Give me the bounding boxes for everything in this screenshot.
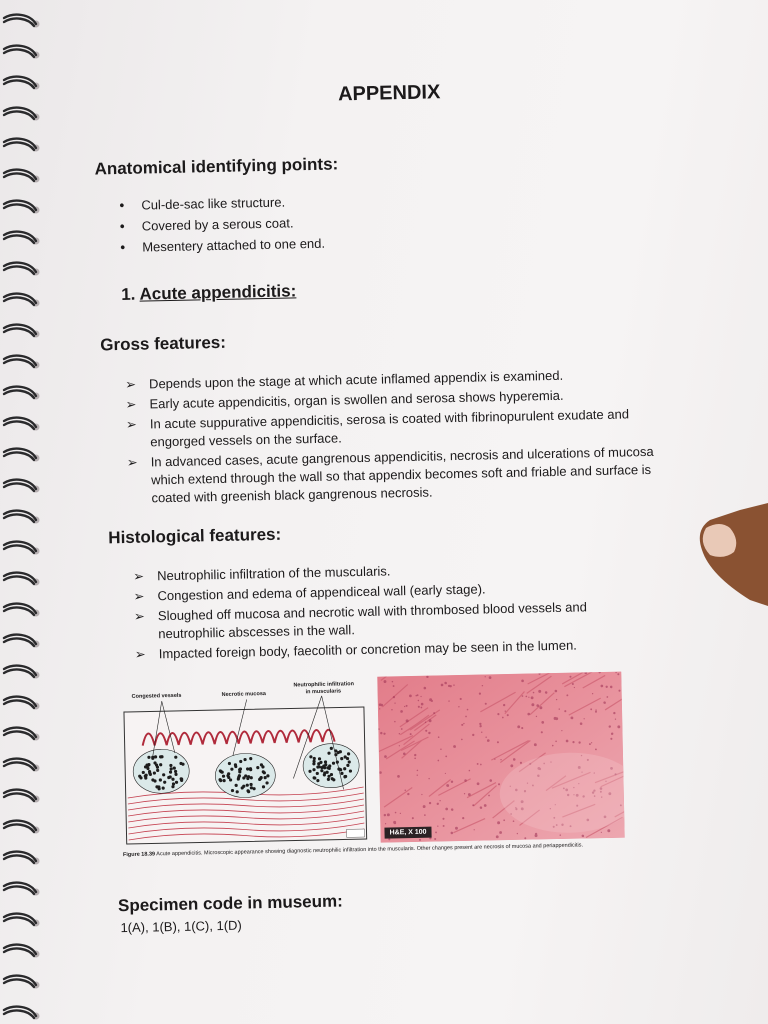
binding-coil — [4, 418, 36, 429]
label-congested-vessels: Congested vessels — [131, 692, 182, 700]
micrograph-texture — [377, 672, 624, 843]
binding-coil — [4, 604, 36, 615]
binding-coil — [4, 480, 36, 491]
caption-text: Acute appendicitis. Microscopic appearance showing diagnostic neutrophilic infiltration into the muscularis. Other changes present are necrosis of mucosa and periappendicitis. — [156, 842, 584, 858]
label-neutrophilic-2: in muscularis — [305, 688, 342, 696]
binding-coil — [4, 914, 36, 925]
binding-coil — [4, 635, 36, 646]
binding-coil — [4, 1007, 36, 1018]
list-item: ➢ Neutrophilic infiltration of the muscularis. — [131, 557, 651, 586]
magnification-label: H&E, X 100 — [384, 827, 431, 839]
acute-appendicitis-heading — [121, 281, 296, 305]
binding-coil — [4, 542, 36, 553]
binding-coil — [4, 263, 36, 274]
spiral-binding — [0, 0, 60, 1024]
caption-label: Figure 18.39 — [122, 851, 156, 859]
binding-coil — [4, 976, 36, 987]
binding-coil — [4, 46, 36, 57]
binding-coil — [4, 77, 36, 88]
anatomical-heading: Anatomical identifying points: — [94, 154, 339, 179]
binding-coil — [4, 697, 36, 708]
binding-coil — [4, 325, 36, 336]
section-number: 1. — [121, 284, 136, 304]
finger-photo-artifact — [690, 500, 768, 610]
list-item: • Mesentery attached to one end. — [116, 236, 325, 261]
label-neutrophilic-1: Neutrophilic infiltration — [293, 681, 354, 689]
anatomical-list — [115, 194, 325, 261]
binding-coil — [4, 821, 36, 832]
binding-coil — [4, 294, 36, 305]
binding-coil — [4, 232, 36, 243]
histology-sketch — [121, 681, 370, 846]
binding-coil — [4, 170, 36, 181]
binding-coil — [4, 728, 36, 739]
gross-features-heading: Gross features: — [100, 332, 227, 355]
binding-coil — [4, 883, 36, 894]
binding-coil — [4, 108, 36, 119]
binding-coil — [4, 139, 36, 150]
list-item: ➢ Impacted foreign body, faecolith or concretion may be seen in the lumen. — [133, 635, 653, 664]
binding-coil — [4, 201, 36, 212]
binding-coil — [4, 449, 36, 460]
list-item: ➢ Depends upon the stage at which acute inflamed appendix is examined. — [123, 364, 683, 394]
appendicitis-diagram — [121, 681, 370, 846]
binding-coil — [4, 511, 36, 522]
page-title: APPENDIX — [337, 81, 441, 106]
binding-coil — [4, 790, 36, 801]
museum-heading: Specimen code in museum: — [117, 891, 344, 916]
list-item: ➢ In advanced cases, acute gangrenous appendicitis, necrosis and ulcerations of mucosa which extend through the wall so that appendix becomes soft and friable and surface is coated with greenish black gangrenous necrosis. — [125, 442, 686, 508]
binding-coil — [4, 356, 36, 367]
binding-coil — [4, 15, 36, 26]
histological-features-heading: Histological features: — [108, 524, 282, 548]
list-item: • Covered by a serous coat. — [116, 215, 325, 240]
gross-features-list — [123, 364, 686, 510]
histological-features-list — [131, 557, 653, 666]
binding-coil — [4, 573, 36, 584]
binding-coil — [4, 852, 36, 863]
binding-coil — [4, 759, 36, 770]
specimen-codes: 1(A), 1(B), 1(C), 1(D) — [120, 917, 242, 936]
list-item: ➢ Sloughed off mucosa and necrotic wall with thrombosed blood vessels and neutrophilic abscesses in the wall. — [132, 597, 653, 644]
list-item: • Cul-de-sac like structure. — [115, 194, 324, 219]
document-sheet — [50, 33, 768, 1007]
micrograph-image — [377, 672, 624, 843]
binding-coil — [4, 666, 36, 677]
binding-coil — [4, 945, 36, 956]
list-item: ➢ In acute suppurative appendicitis, serosa is coated with fibrinopurulent exudate and engorged vessels on the surface. — [124, 404, 685, 452]
list-item: ➢ Congestion and edema of appendiceal wall (early stage). — [131, 577, 651, 606]
section-title: Acute appendicitis: — [139, 281, 297, 304]
list-item: ➢ Early acute appendicitis, organ is swollen and serosa shows hyperemia. — [123, 384, 683, 414]
binding-coil — [4, 387, 36, 398]
label-necrotic-mucosa: Necrotic mucosa — [221, 691, 267, 698]
